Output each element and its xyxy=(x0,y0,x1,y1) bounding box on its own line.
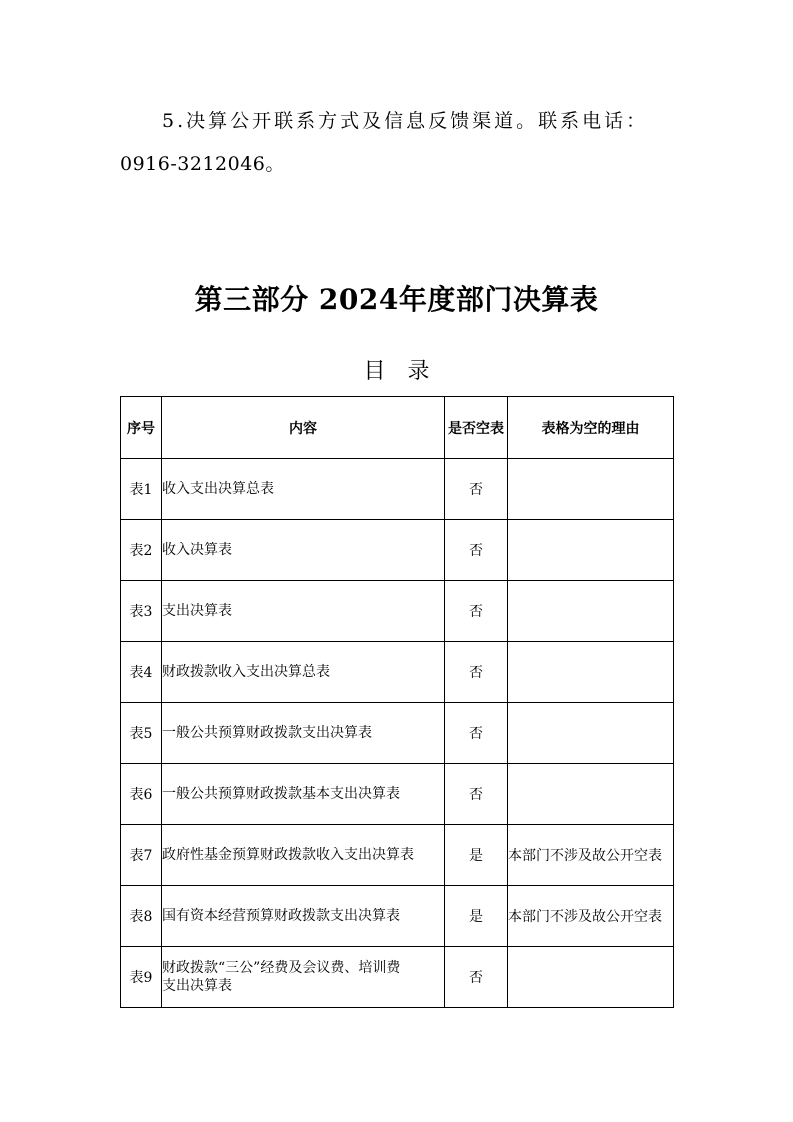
row-reason: 本部门不涉及故公开空表 xyxy=(508,886,674,947)
row-is-empty: 否 xyxy=(445,459,508,520)
row-content xyxy=(162,703,445,764)
table-row xyxy=(121,886,674,947)
row-is-empty: 否 xyxy=(445,764,508,825)
table-row xyxy=(121,642,674,703)
row-seq: 表8 xyxy=(121,886,162,947)
row-content-text: 一般公共预算财政拨款基本支出决算表 xyxy=(162,786,400,802)
row-reason xyxy=(508,947,674,1008)
row-is-empty: 是 xyxy=(445,886,508,947)
row-is-empty: 否 xyxy=(445,703,508,764)
table-row xyxy=(121,459,674,520)
row-reason xyxy=(508,703,674,764)
contact-line-1: 5.决算公开联系方式及信息反馈渠道。联系电话： xyxy=(162,110,649,132)
table-row xyxy=(121,764,674,825)
header-seq: 序号 xyxy=(121,397,162,459)
row-is-empty: 否 xyxy=(445,947,508,1008)
row-is-empty: 是 xyxy=(445,825,508,886)
row-reason xyxy=(508,520,674,581)
header-content: 内容 xyxy=(162,397,445,459)
row-reason xyxy=(508,764,674,825)
contact-phone-number: 0916-3212046。 xyxy=(120,153,285,175)
row-reason xyxy=(508,459,674,520)
row-content-text-2: 支出决算表 xyxy=(162,978,232,994)
row-content xyxy=(162,642,445,703)
row-seq: 表5 xyxy=(121,703,162,764)
row-content xyxy=(162,825,445,886)
row-content-text: 一般公共预算财政拨款支出决算表 xyxy=(162,725,372,741)
row-seq: 表6 xyxy=(121,764,162,825)
table-row xyxy=(121,947,674,1008)
row-is-empty: 否 xyxy=(445,581,508,642)
row-content xyxy=(162,947,445,1008)
header-reason: 表格为空的理由 xyxy=(508,397,674,459)
row-content-text: 国有资本经营预算财政拨款支出决算表 xyxy=(162,908,400,924)
row-seq: 表9 xyxy=(121,947,162,1008)
toc-title: 目录 xyxy=(363,359,452,384)
row-reason: 本部门不涉及故公开空表 xyxy=(508,825,674,886)
row-seq: 表7 xyxy=(121,825,162,886)
row-reason xyxy=(508,642,674,703)
row-content-text: 财政拨款“三公”经费及会议费、培训费 xyxy=(162,960,401,976)
row-content-text: 支出决算表 xyxy=(162,603,232,619)
row-content xyxy=(162,581,445,642)
row-content-text: 财政拨款收入支出决算总表 xyxy=(162,664,330,680)
toc-table xyxy=(120,396,674,1008)
header-is-empty: 是否空表 xyxy=(445,397,508,459)
table-header-row xyxy=(121,397,674,459)
table-row xyxy=(121,825,674,886)
row-seq: 表2 xyxy=(121,520,162,581)
table-row xyxy=(121,520,674,581)
row-content xyxy=(162,886,445,947)
row-content-text: 收入决算表 xyxy=(162,542,232,558)
row-is-empty: 否 xyxy=(445,520,508,581)
table-row xyxy=(121,581,674,642)
row-seq: 表3 xyxy=(121,581,162,642)
row-reason xyxy=(508,581,674,642)
row-content xyxy=(162,764,445,825)
row-content xyxy=(162,459,445,520)
row-seq: 表4 xyxy=(121,642,162,703)
row-is-empty: 否 xyxy=(445,642,508,703)
row-content-text: 政府性基金预算财政拨款收入支出决算表 xyxy=(162,847,414,863)
row-seq: 表1 xyxy=(121,459,162,520)
row-content xyxy=(162,520,445,581)
table-row xyxy=(121,703,674,764)
part-title: 第三部分 2024年度部门决算表 xyxy=(194,283,599,316)
row-content-text: 收入支出决算总表 xyxy=(162,481,274,497)
